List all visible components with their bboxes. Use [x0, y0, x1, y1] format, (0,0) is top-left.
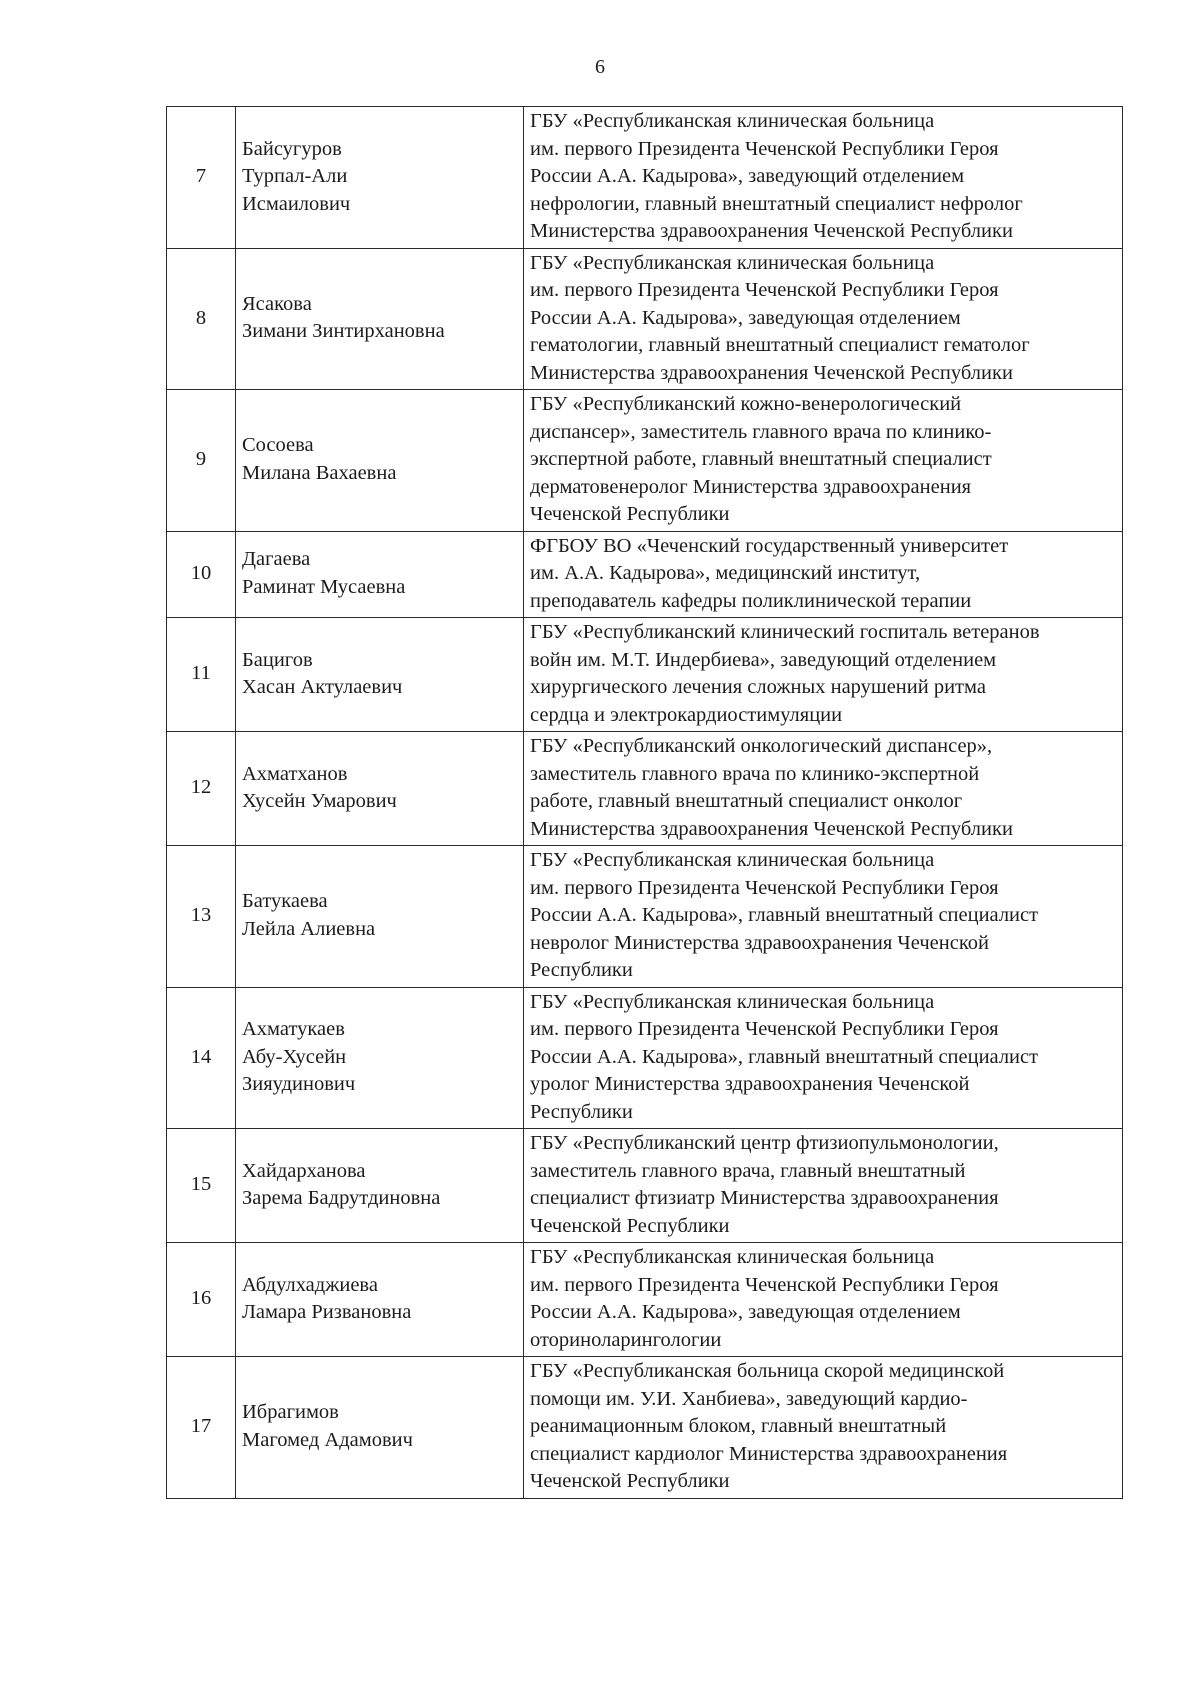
person-name-line: Ламара Ризвановна: [242, 1301, 412, 1323]
organization-position: [524, 987, 1123, 1129]
organization-position-line: экспертной работе, главный внештатный специалист: [530, 448, 992, 470]
row-number: 8: [167, 248, 236, 390]
organization-position-line: России А.А. Кадырова», главный внештатный специалист: [530, 1045, 1039, 1068]
organization-position-line: специалист кардиолог Министерства здравоохранения: [530, 1442, 1008, 1465]
organization-position: [524, 732, 1123, 846]
row-number: 12: [167, 732, 236, 846]
organization-position-line: ГБУ «Республиканская клиническая больница: [530, 849, 935, 871]
row-number: 16: [167, 1243, 236, 1357]
person-name-line: Ахматукаев: [242, 1018, 345, 1040]
person-name: [236, 1129, 524, 1243]
row-number: 17: [167, 1357, 236, 1499]
organization-position-line: Чеченской Республики: [530, 503, 730, 525]
person-name-line: Раминат Мусаевна: [242, 575, 406, 598]
organization-position-line: дерматовенеролог Министерства здравоохранения: [530, 475, 972, 498]
person-name: [236, 732, 524, 846]
organization-position-line: диспансер», заместитель главного врача по клинико-: [530, 420, 992, 443]
table-row: [167, 248, 1123, 390]
organization-position-line: им. первого Президента Чеченской Республики Героя: [530, 279, 999, 301]
organization-position-line: нефрологии, главный внештатный специалист нефролог: [530, 192, 1023, 215]
person-name-line: Дагаева: [242, 548, 311, 571]
row-number: 13: [167, 846, 236, 988]
person-name-line: Исмаилович: [242, 192, 351, 215]
person-name: [236, 846, 524, 988]
organization-position: [524, 390, 1123, 532]
table-row: [167, 390, 1123, 532]
table-row: [167, 987, 1123, 1129]
person-name: [236, 390, 524, 532]
organization-position-line: Чеченской Республики: [530, 1214, 730, 1237]
person-name-line: Лейла Алиевна: [242, 917, 376, 940]
specialists-table: [166, 106, 1123, 1499]
organization-position-line: им. первого Президента Чеченской Республики Героя: [530, 137, 999, 160]
organization-position-line: ГБУ «Республиканский центр фтизиопульмонологии,: [530, 1132, 999, 1154]
person-name-line: Магомед Адамович: [242, 1428, 413, 1451]
page-number: 6: [595, 56, 605, 78]
organization-position-line: заместитель главного врача, главный внештатный: [530, 1159, 966, 1182]
table-row: [167, 107, 1123, 249]
organization-position-line: хирургического лечения сложных нарушений ритма: [530, 676, 986, 698]
organization-position-line: им. первого Президента Чеченской Республики Героя: [530, 1018, 999, 1040]
organization-position-line: Республики: [530, 959, 633, 981]
organization-position-line: специалист фтизиатр Министерства здравоохранения: [530, 1187, 999, 1209]
person-name-line: Хусейн Умарович: [242, 790, 397, 812]
organization-position: [524, 846, 1123, 988]
row-number: 7: [167, 107, 236, 249]
organization-position-line: преподаватель кафедры поликлинической терапии: [530, 589, 972, 612]
organization-position-line: Министерства здравоохранения Чеченской Республики: [530, 220, 1013, 242]
person-name-line: Абу-Хусейн: [242, 1045, 347, 1068]
organization-position-line: ГБУ «Республиканский онкологический диспансер»,: [530, 735, 993, 757]
person-name-line: Ясакова: [242, 292, 312, 315]
organization-position-line: им. первого Президента Чеченской Республики Героя: [530, 1273, 999, 1296]
organization-position-line: работе, главный внештатный специалист онколог: [530, 790, 963, 812]
table-row: [167, 1357, 1123, 1499]
person-name-line: Сосоева: [242, 434, 314, 457]
organization-position-line: Чеченской Республики: [530, 1470, 730, 1492]
person-name: [236, 107, 524, 249]
organization-position-line: ГБУ «Республиканская клиническая больница: [530, 251, 935, 274]
organization-position-line: реанимационным блоком, главный внештатный: [530, 1415, 947, 1437]
organization-position-line: Министерства здравоохранения Чеченской Республики: [530, 817, 1013, 840]
organization-position: [524, 1357, 1123, 1499]
organization-position-line: сердца и электрокардиостимуляции: [530, 703, 843, 726]
person-name-line: Зияудинович: [242, 1073, 356, 1095]
person-name: [236, 1357, 524, 1499]
row-number: 15: [167, 1129, 236, 1243]
person-name-line: Бацигов: [242, 648, 313, 671]
organization-position: [524, 1243, 1123, 1357]
organization-position-line: Республики: [530, 1100, 633, 1123]
organization-position-line: невролог Министерства здравоохранения Чеченской: [530, 931, 989, 954]
person-name-line: Турпал-Али: [242, 165, 348, 187]
organization-position-line: ФГБОУ ВО «Чеченский государственный университет: [530, 534, 1009, 557]
organization-position-line: России А.А. Кадырова», главный внештатный специалист: [530, 904, 1039, 926]
person-name: [236, 987, 524, 1129]
organization-position-line: ГБУ «Республиканская больница скорой медицинской: [530, 1360, 1005, 1382]
organization-position-line: ГБУ «Республиканский кожно-венерологический: [530, 393, 962, 415]
row-number: 10: [167, 531, 236, 618]
organization-position: [524, 531, 1123, 618]
organization-position-line: им. А.А. Кадырова», медицинский институт,: [530, 562, 921, 584]
organization-position-line: ГБУ «Республиканская клиническая больница: [530, 990, 935, 1013]
table-row: [167, 1243, 1123, 1357]
organization-position-line: им. первого Президента Чеченской Республики Героя: [530, 876, 999, 899]
table-row: [167, 531, 1123, 618]
person-name: [236, 531, 524, 618]
organization-position-line: гематологии, главный внештатный специалист гематолог: [530, 334, 1030, 356]
specialists-table-body: [167, 107, 1123, 1499]
person-name: [236, 618, 524, 732]
organization-position-line: ГБУ «Республиканская клиническая больница: [530, 110, 935, 132]
organization-position-line: России А.А. Кадырова», заведующий отделением: [530, 165, 965, 187]
person-name-line: Хайдарханова: [242, 1159, 366, 1182]
organization-position-line: помощи им. У.И. Ханбиева», заведующий кардио-: [530, 1387, 968, 1410]
person-name-line: Милана Вахаевна: [242, 461, 397, 484]
person-name-line: Батукаева: [242, 890, 328, 913]
organization-position-line: ГБУ «Республиканский клинический госпиталь ветеранов: [530, 621, 1040, 643]
person-name-line: Хасан Актулаевич: [242, 676, 403, 698]
table-row: [167, 618, 1123, 732]
row-number: 11: [167, 618, 236, 732]
organization-position-line: Министерства здравоохранения Чеченской Республики: [530, 361, 1013, 384]
person-name: [236, 1243, 524, 1357]
organization-position-line: ГБУ «Республиканская клиническая больница: [530, 1246, 935, 1268]
organization-position-line: России А.А. Кадырова», заведующая отделением: [530, 1301, 961, 1323]
table-row: [167, 1129, 1123, 1243]
organization-position-line: России А.А. Кадырова», заведующая отделением: [530, 306, 961, 329]
person-name-line: Байсугуров: [242, 137, 342, 160]
organization-position-line: заместитель главного врача по клинико-экспертной: [530, 762, 980, 785]
person-name-line: Зимани Зинтирхановна: [242, 320, 445, 343]
table-row: [167, 732, 1123, 846]
person-name-line: Ахматханов: [242, 762, 348, 785]
person-name-line: Абдулхаджиева: [242, 1273, 378, 1296]
person-name-line: Ибрагимов: [242, 1401, 339, 1424]
organization-position-line: войн им. М.Т. Индербиева», заведующий отделением: [530, 648, 997, 671]
organization-position: [524, 248, 1123, 390]
organization-position-line: уролог Министерства здравоохранения Чеченской: [530, 1073, 970, 1095]
organization-position: [524, 107, 1123, 249]
organization-position: [524, 1129, 1123, 1243]
person-name-line: Зарема Бадрутдиновна: [242, 1187, 441, 1209]
organization-position-line: оториноларингологии: [530, 1328, 722, 1351]
row-number: 14: [167, 987, 236, 1129]
organization-position: [524, 618, 1123, 732]
person-name: [236, 248, 524, 390]
table-row: [167, 846, 1123, 988]
row-number: 9: [167, 390, 236, 532]
